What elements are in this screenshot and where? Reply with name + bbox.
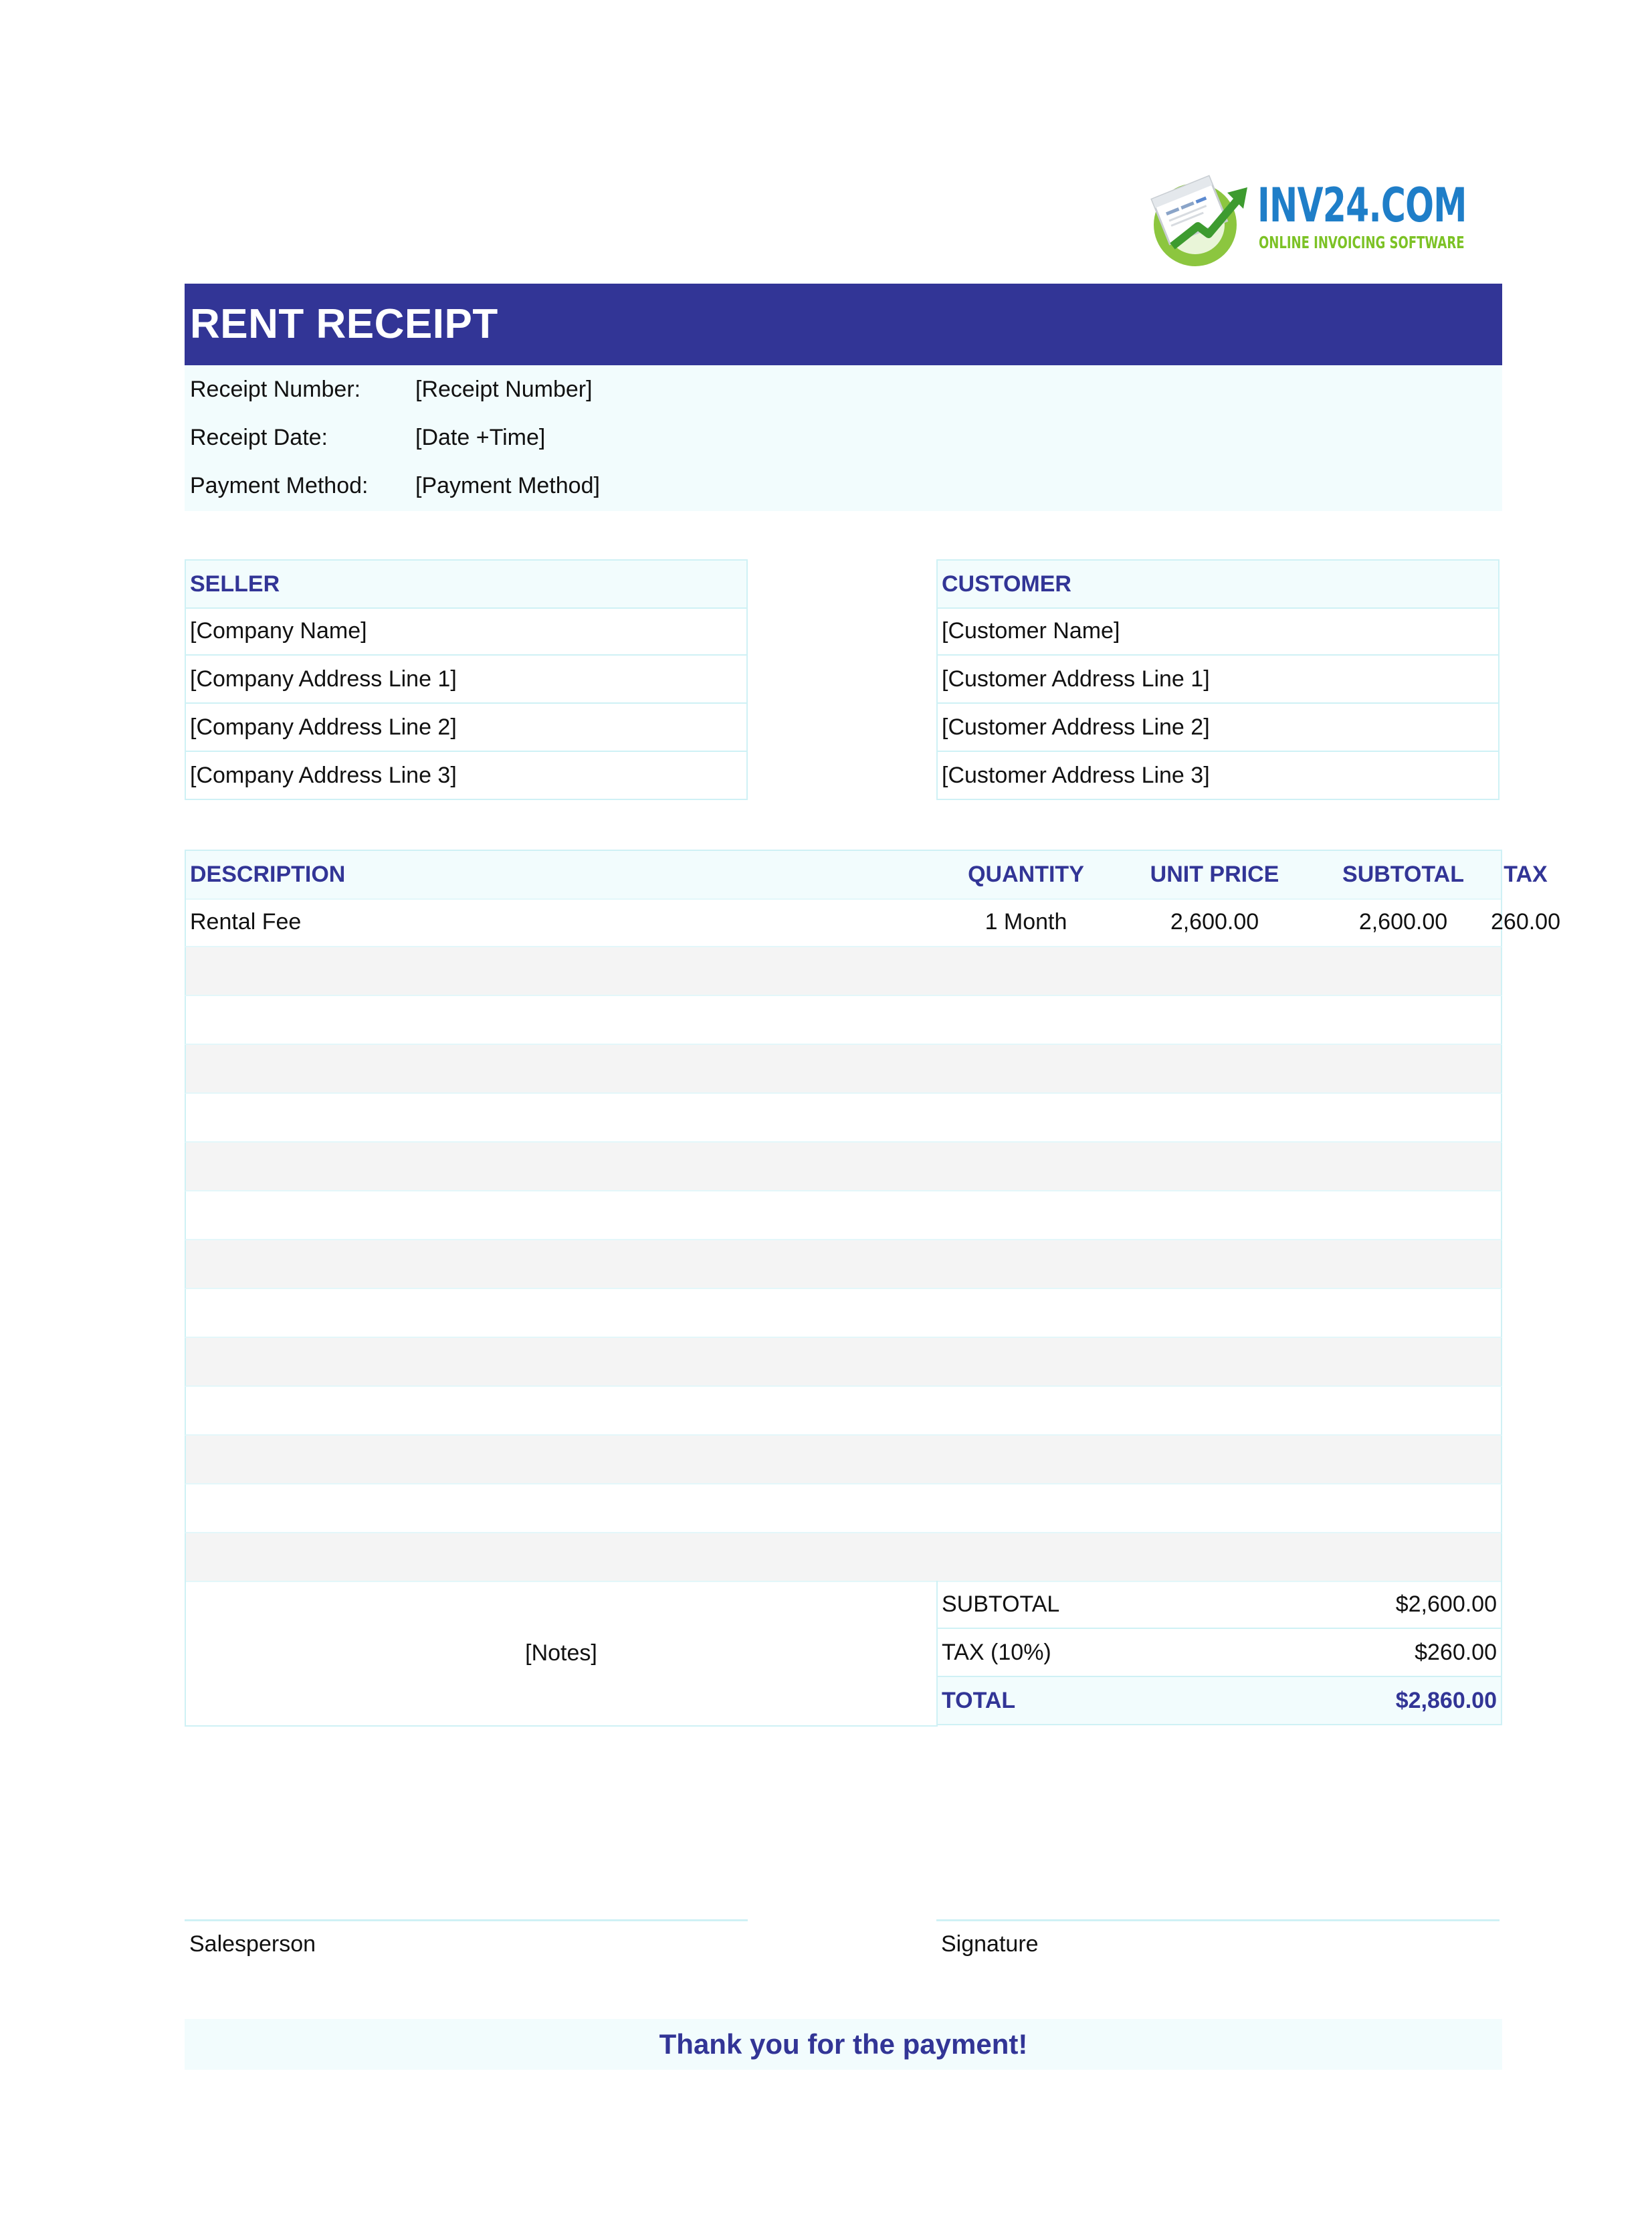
receipt-number-label: Receipt Number: [190, 377, 361, 402]
col-description: DESCRIPTION [190, 862, 346, 887]
col-subtotal: SUBTOTAL [1342, 862, 1464, 887]
tax-label: TAX (10%) [942, 1640, 1051, 1665]
tax-value: $260.00 [1415, 1640, 1497, 1665]
seller-line [185, 656, 748, 704]
payment-method-row [185, 462, 1502, 510]
item-subtotal: 2,600.00 [1358, 909, 1448, 935]
table-row [185, 947, 1502, 996]
page-title: RENT RECEIPT [190, 301, 498, 347]
seller-address-line-1: [Company Address Line 1] [190, 666, 457, 692]
salesperson-label: Salesperson [189, 1931, 316, 1957]
table-header [185, 850, 1548, 900]
notes-text: [Notes] [525, 1640, 597, 1666]
logo-tagline: ONLINE INVOICING SOFTWARE [1259, 233, 1465, 252]
col-tax: TAX [1504, 862, 1548, 887]
subtotal-row [936, 1581, 1502, 1629]
logo-wordmark: INV24.COM [1257, 178, 1467, 233]
seller-line [185, 752, 748, 800]
item-description: Rental Fee [190, 909, 302, 935]
subtotal-value: $2,600.00 [1395, 1591, 1497, 1617]
customer-address-line-1: [Customer Address Line 1] [942, 666, 1210, 692]
item-tax: 260.00 [1491, 909, 1560, 935]
signature-label: Signature [941, 1931, 1039, 1957]
customer-line [936, 656, 1500, 704]
table-row [185, 1045, 1502, 1094]
col-quantity: QUANTITY [968, 862, 1084, 887]
logo-chart-icon [1147, 167, 1251, 268]
customer-address-line-2: [Customer Address Line 2] [942, 714, 1210, 740]
customer-heading: CUSTOMER [942, 571, 1071, 597]
title-bar [185, 284, 1502, 365]
seller-heading-row [185, 559, 748, 609]
seller-company-name: [Company Name] [190, 618, 367, 644]
table-row [185, 1436, 1502, 1484]
salesperson-signature-line [185, 1919, 748, 1921]
total-row [936, 1677, 1502, 1725]
payment-method-value: [Payment Method] [415, 473, 600, 498]
item-unit-price: 2,600.00 [1170, 909, 1259, 935]
thank-you-message: Thank you for the payment! [185, 2019, 1502, 2070]
table-row [185, 1094, 1502, 1143]
customer-name: [Customer Name] [942, 618, 1120, 644]
table-row [185, 1289, 1502, 1338]
receipt-date-row [185, 413, 1502, 462]
table-row [185, 1240, 1502, 1289]
item-quantity: 1 Month [985, 909, 1067, 935]
table-row [185, 898, 1560, 947]
seller-line [185, 607, 748, 656]
table-row [185, 1533, 1502, 1582]
table-row [185, 1484, 1502, 1533]
seller-address-line-3: [Company Address Line 3] [190, 763, 457, 788]
table-row [185, 996, 1502, 1045]
total-value: $2,860.00 [1395, 1688, 1497, 1713]
receipt-date-label: Receipt Date: [190, 425, 328, 450]
seller-line [185, 704, 748, 752]
notes-box [185, 1581, 938, 1727]
subtotal-label: SUBTOTAL [942, 1591, 1060, 1617]
customer-heading-row [936, 559, 1500, 609]
table-row [185, 1191, 1502, 1240]
company-logo [1147, 167, 1467, 268]
customer-line [936, 607, 1500, 656]
table-row [185, 1143, 1502, 1191]
table-row [185, 1387, 1502, 1436]
receipt-date-value: [Date +Time] [415, 425, 546, 450]
seller-heading: SELLER [190, 571, 280, 597]
total-label: TOTAL [942, 1688, 1016, 1713]
tax-row [936, 1629, 1502, 1677]
col-unit-price: UNIT PRICE [1150, 862, 1279, 887]
customer-address-line-3: [Customer Address Line 3] [942, 763, 1210, 788]
payment-method-label: Payment Method: [190, 473, 369, 498]
receipt-info-panel [185, 365, 1502, 511]
customer-line [936, 752, 1500, 800]
receipt-number-value: [Receipt Number] [415, 377, 593, 402]
table-row [185, 1338, 1502, 1387]
receipt-number-row [185, 365, 1502, 413]
customer-line [936, 704, 1500, 752]
customer-signature-line [936, 1919, 1500, 1921]
seller-address-line-2: [Company Address Line 2] [190, 714, 457, 740]
